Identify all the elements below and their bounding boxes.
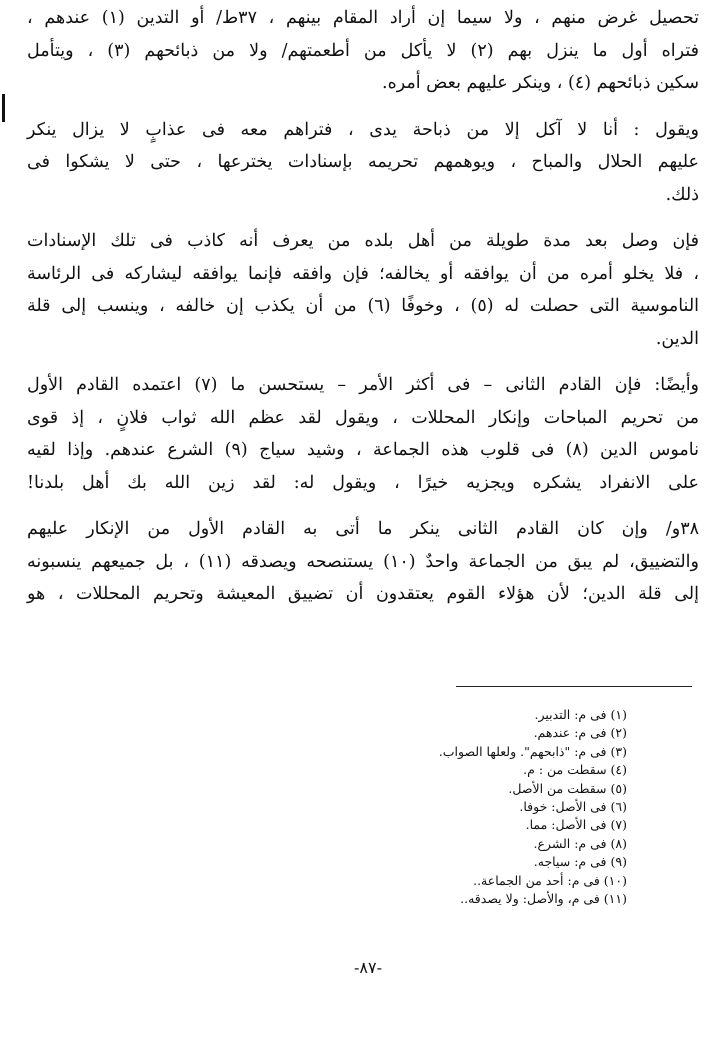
paragraph [27,114,699,212]
paragraph [27,2,699,100]
text-line: فإن وصل بعد مدة طويلة من أهل بلده من يعرف أنه كاذب فى تلك الإسنادات [27,231,699,251]
text-line: تحصيل غرض منهم ، ولا سيما إن أراد المقام بينهم ، ٣٧ط/ أو التدين (١) عندهم ، [27,8,699,28]
footnote: (٨) فى م: الشرع. [533,835,627,851]
footnotes [207,706,627,908]
text-line: سكين ذبائحهم (٤) ، وينكر عليهم بعض أمره. [382,73,699,93]
text-line: ٣٨و/ وإن كان القادم الثانى ينكر ما أتى به القادم الأول من الإنكار عليهم [27,519,699,539]
text-line: من تحريم المباحات وإنكار المحللات ، ويقول لقد عظم الله ثواب فلانٍ ، إذ قوى [27,407,699,428]
footnote: (٥) سقطت من الأصل. [508,780,627,796]
page-number: -٨٧- [354,958,382,977]
footnote: (٢) فى م: عندهم. [533,725,627,741]
footnote: (٣) فى م: "ذابحهم". ولعلها الصواب. [438,743,627,759]
footnote: (١) فى م: التدبير. [534,707,627,722]
text-line: ، فلا يخلو أمره من أن يوافقه أو يخالفه؛ فإن وافقه فإنما يوافقه ليشاركه فى الرئاسة [27,263,699,284]
footnote: (٧) فى الأصل: مما. [525,817,627,833]
text-line: على الانفراد يشكره ويجزيه خيرًا ، ويقول له: لقد زين الله بك أهل بلدنا! [27,472,699,493]
footnote: (٩) فى م: سياجه. [533,854,627,870]
footnote: (١١) فى م، والأصل: ولا يصدقه.. [460,891,627,907]
paragraph [27,513,699,611]
text-line: ذلك. [665,184,699,205]
text-line: ويقول : أنا لا آكل إلا من ذباحة يدى ، فتراهم معه فى عذابٍ لا يزال ينكر [27,119,699,140]
paragraph [27,369,699,499]
main-text [27,2,699,625]
text-line: الدين. [655,328,699,349]
footnote-separator [456,686,692,687]
text-line: وأيضًا: فإن القادم الثانى – فى أكثر الأمر – يستحسن ما (٧) اعتمده القادم الأول [27,375,700,395]
footnote: (١٠) فى م: أحد من الجماعة.. [473,872,627,888]
text-line: ناموس الدين (٨) فى قلوب هذه الجماعة ، وشيد سياج (٩) الشرع عندهم. وإذا لقيه [27,440,699,460]
paragraph [27,225,699,355]
text-line: عليهم الحلال والمباح ، ويوهمهم تحريمه بإسنادات يخترعها ، حتى لا يشكوا فى [27,152,699,172]
text-line: إلى قلة الدين؛ لأن هؤلاء القوم يعتقدون أن تضييق المعيشة وتحريم المحللات ، هو [27,584,699,604]
footnote: (٤) سقطت من : م. [523,762,627,778]
page-edge-mark [2,94,5,122]
footnote: (٦) فى الأصل: خوفا. [519,799,627,815]
text-line: الناموسية التى حصلت له (٥) ، وخوفًا (٦) من أن يكذب إن خالفه ، وينسب إلى قلة [27,296,700,316]
text-line: والتضييق، لم يبق من الجماعة واحدٌ (١٠) يستنصحه ويصدقه (١١) ، بل جميعهم ينسبونه [27,551,699,572]
text-line: فتراه أول ما ينزل بهم (٢) لا يأكل من أطعمتهم/ ولا من ذبائحهم (٣) ، ويتأمل [27,40,699,61]
